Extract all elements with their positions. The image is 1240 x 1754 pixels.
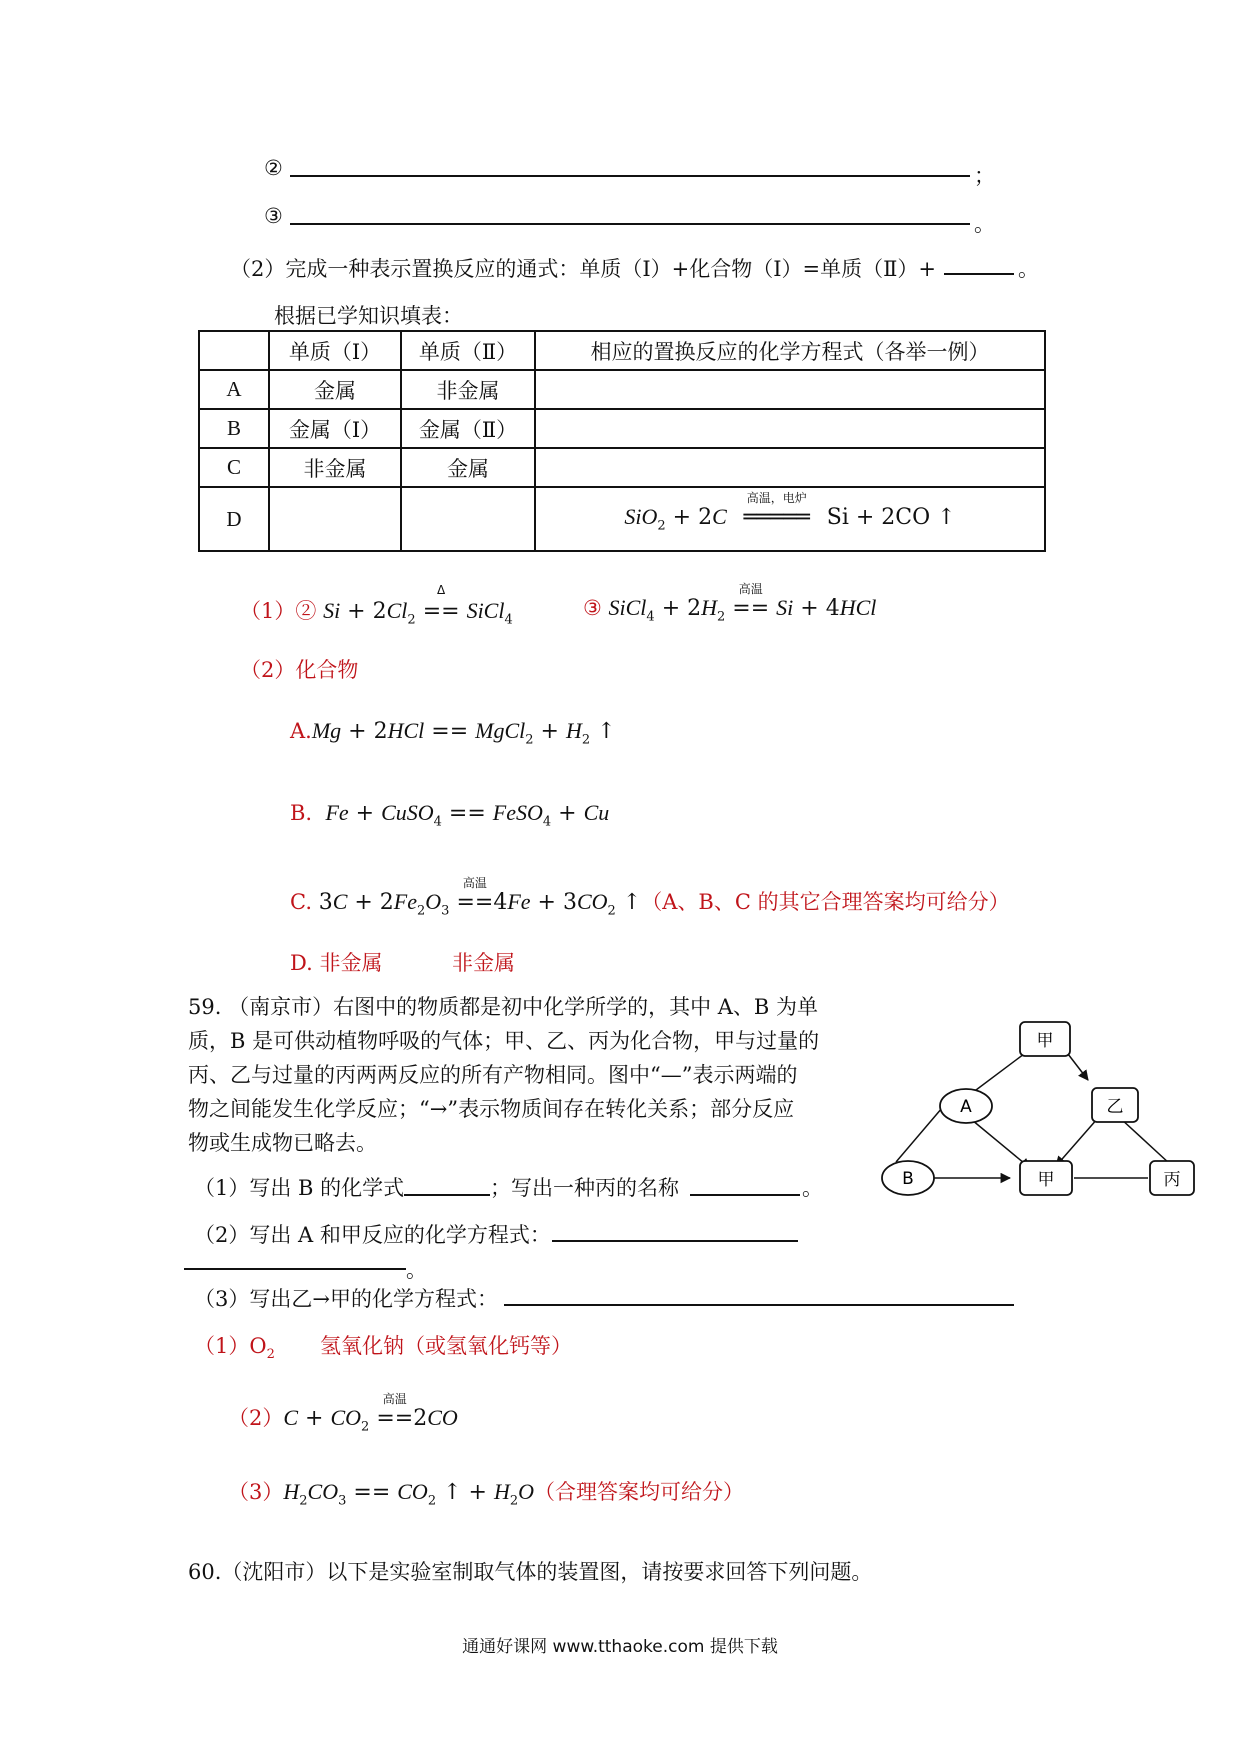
node-yi-label: 乙 [1106,1097,1124,1117]
row-label: B [199,409,269,448]
b-formula-line[interactable] [404,1194,490,1196]
answer-d-2: 非金属 [452,951,515,975]
answer-3: ③ SiCl$_4$ + $2H_2$ 高温 == Si + 4HCl [583,582,877,625]
answer-line-3[interactable] [290,223,970,225]
line-a-b [896,1108,942,1162]
row-label: C [199,448,269,487]
table-cell[interactable] [535,448,1045,487]
substitution-table [198,330,1046,552]
yi-jia-equation-line[interactable] [504,1304,1014,1306]
table-cell: 非金属 [269,448,401,487]
table-header-cell [199,331,269,370]
answer59-1 [194,1330,275,1362]
q2-end: 。 [1018,257,1039,281]
node-jia-mid-label: 甲 [1037,1170,1055,1190]
item-2-end: ； [974,164,995,188]
node-bing-label: 丙 [1163,1170,1181,1190]
condition-label: 高温，电炉 [746,491,807,506]
answer-label: ③ [583,596,602,620]
table-cell: 金属 [401,448,535,487]
a-jia-equation-line-2[interactable] [184,1268,406,1270]
condition-label: Δ [437,583,446,597]
q60-text: 60.（沈阳市）以下是实验室制取气体的装置图，请按要求回答下列问题。 [188,1560,873,1584]
answer-b: B. Fe + CuSO$_4$ == FeSO$_4$ + Cu [290,800,610,830]
reaction-diagram [880,1018,1216,1218]
answer-1: （1）② $Si + 2Cl_2$ Δ == SiCl$_4$ [240,583,513,628]
a-jia-equation-line[interactable] [552,1240,798,1242]
q59-s2-end: 。 [406,1258,427,1282]
table-row [199,448,1045,487]
condition-label: 高温 [382,1392,407,1406]
answer-label: （2） [228,1406,284,1430]
answer-line-2[interactable] [290,175,970,177]
q59-s3: （3）写出乙→甲的化学方程式： [194,1287,498,1311]
node-a-label: A [960,1097,972,1117]
answer-label: B. [290,801,313,825]
answer-label: （3） [228,1480,284,1504]
answer-c: C. $3C + 2Fe_2O_3$ 高温 $==4Fe + 3CO_2$ ↑（A、B、C 的其它合理答案均可给分） [290,876,1010,919]
answer-label: A. [290,719,312,743]
row-label: D [199,487,269,551]
q59-s1-c: 。 [802,1176,823,1200]
line-yi-bing [1120,1118,1170,1164]
page-footer: 通通好课网 www.tthaoke.com 提供下载 [462,1637,778,1657]
equation-cell-d: SiO$_2$ + 2C 高温，电炉 ═════ Si + 2CO ↑ [535,487,1045,551]
q2-text: （2）完成一种表示置换反应的通式：单质（Ⅰ）+化合物（Ⅰ）=单质（Ⅱ）+ [230,257,937,281]
answer-label: （1）② [240,599,317,623]
node-jia-top-label: 甲 [1036,1031,1054,1051]
table-cell: 金属（Ⅰ） [269,409,401,448]
answer-sub: 2 [266,1347,275,1363]
condition-label: 高温 [462,876,487,890]
answer-a: A.Mg + 2HCl == MgCl$_2$ + $H_2$ ↑ [290,718,616,748]
bing-name-line[interactable] [690,1194,800,1196]
q59-s1-b: ；写出一种丙的名称 [490,1176,679,1200]
table-row [199,409,1045,448]
q59-line: 丙、乙与过量的丙两两反应的所有产物相同。图中“—”表示两端的 [188,1063,798,1087]
answer-label: C. [290,890,312,914]
answer-c-note: （A、B、C 的其它合理答案均可给分） [641,890,1010,914]
answer-2-label: （2）化合物 [240,658,359,682]
table-intro: 根据已学知识填表： [274,304,463,328]
answer59-1-name: 氢氧化钠（或氢氧化钙等） [320,1334,572,1358]
item-2-marker: ② [264,156,283,180]
item-3-marker: ③ [264,204,283,228]
answer-label: （1）O [194,1334,267,1358]
q59-line: 质，B 是可供动植物呼吸的气体；甲、乙、丙为化合物，甲与过量的 [188,1029,820,1053]
table-cell: 金属 [269,370,401,409]
node-b-label: B [902,1169,914,1189]
table-cell[interactable] [401,487,535,551]
table-header-cell: 相应的置换反应的化学方程式（各举一例） [535,331,1045,370]
table-cell[interactable] [535,409,1045,448]
table-header-cell: 单质（Ⅰ） [269,331,401,370]
q59-line: 物或生成物已略去。 [188,1131,377,1155]
arrow-a-jia [972,1120,1030,1168]
q2-answer-line[interactable] [944,273,1014,275]
table-cell: 金属（Ⅱ） [401,409,535,448]
arrow-jia-yi [1068,1054,1088,1080]
table-header-row [199,331,1045,370]
answer59-3: $(3)H_2CO_3 == CO_2$ ↑ + $H_2O$（合理答案均可给分） [228,1479,745,1509]
table-row [199,370,1045,409]
q59-line: 物之间能发生化学反应；“→”表示物质间存在转化关系；部分反应 [188,1097,795,1121]
table-row [199,487,1045,551]
row-label: A [199,370,269,409]
table-cell[interactable] [535,370,1045,409]
answer-d: D. 非金属 [290,951,383,975]
condition-label: 高温 [738,582,763,596]
answer59-2: $(2)C + CO_2$ 高温 ==2CO [228,1392,458,1435]
q59-s2: （2）写出 A 和甲反应的化学方程式： [194,1223,551,1247]
answer59-3-note: （合理答案均可给分） [534,1480,745,1504]
q59-s1-a: （1）写出 B 的化学式 [194,1176,405,1200]
table-header-cell: 单质（Ⅱ） [401,331,535,370]
q59-line: 59. （南京市）右图中的物质都是初中化学所学的，其中 A、B 为单 [188,995,819,1019]
item-3-end: 。 [974,212,995,236]
arrow-yi-jia [1056,1118,1098,1166]
table-cell[interactable] [269,487,401,551]
table-cell: 非金属 [401,370,535,409]
